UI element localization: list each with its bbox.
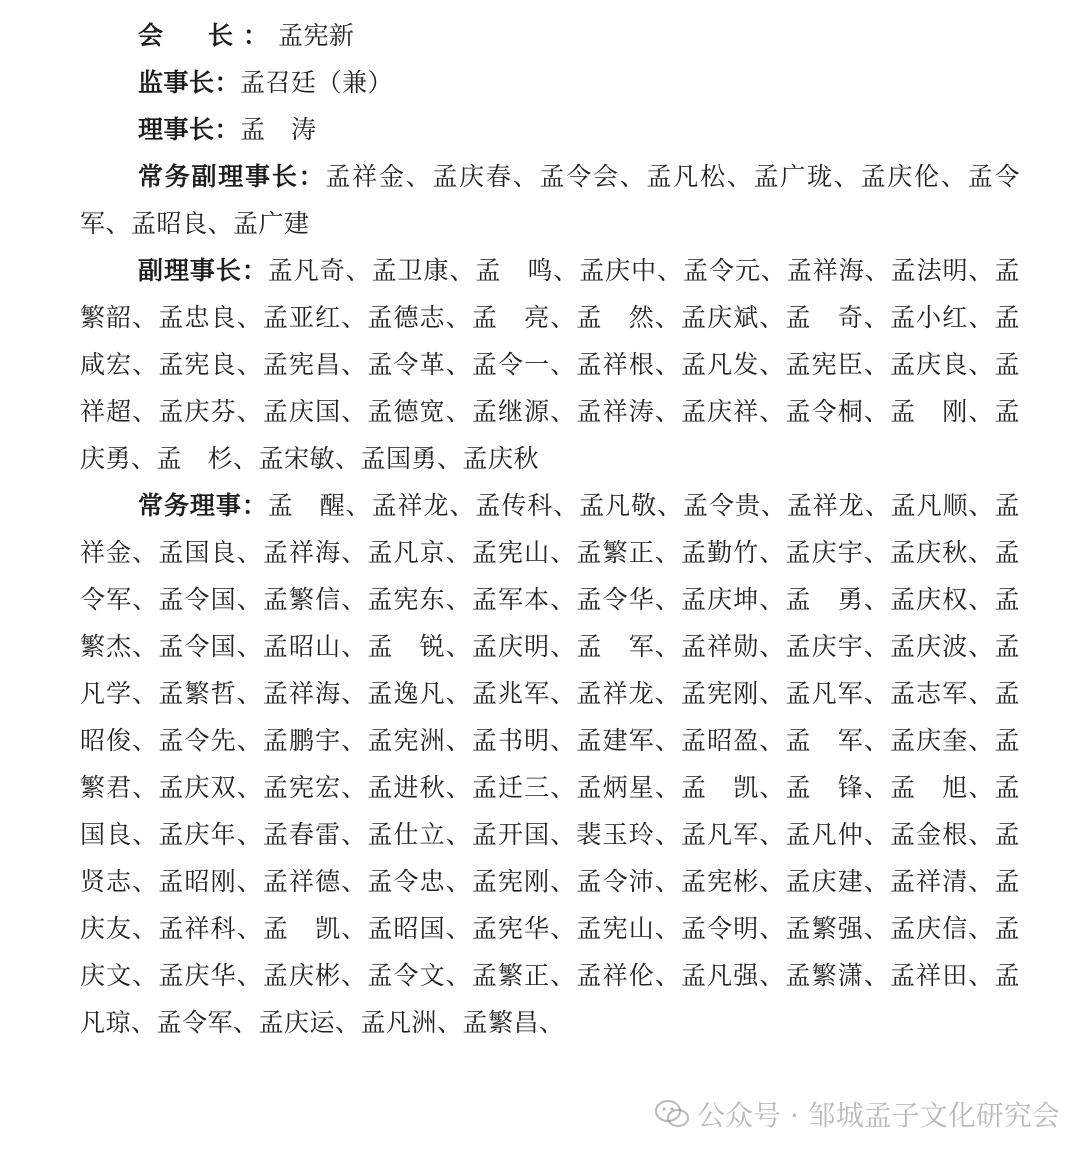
executive-vice-chairmen-paragraph (80, 153, 1020, 247)
chief-supervisor-label: 监事长： (138, 68, 241, 97)
chief-supervisor-names: 孟召廷（兼） (240, 68, 394, 97)
vice-chairmen-paragraph (80, 247, 1020, 482)
president-names: 孟宪新 (278, 21, 355, 50)
chief-supervisor-line (80, 59, 1020, 106)
watermark (655, 1094, 1060, 1134)
document-body (80, 12, 1020, 1046)
executive-directors-label: 常务理事： (138, 491, 268, 520)
executive-directors-paragraph (80, 482, 1020, 1046)
executive-vice-chairmen-names: 孟祥金、孟庆春、孟令会、孟凡松、孟广珑、孟庆伦、孟令军、孟昭良、孟广建 (80, 162, 1020, 238)
watermark-text: 公众号 · 邹城孟子文化研究会 (697, 1099, 1060, 1132)
chairman-names: 孟 涛 (240, 115, 317, 144)
president-label: 会 长： (138, 21, 279, 50)
executive-vice-chairmen-label: 常务副理事长： (138, 162, 326, 191)
chairman-line (80, 106, 1020, 153)
wechat-icon (655, 1099, 689, 1129)
executive-directors-names: 孟 醒、孟祥龙、孟传科、孟凡敬、孟令贵、孟祥龙、孟凡顺、孟祥金、孟国良、孟祥海、孟凡京、孟宪山、孟繁正、孟勤竹、孟庆宇、孟庆秋、孟令军、孟令国、孟繁信、孟宪东、孟军本、孟令华、孟庆坤、孟 勇、孟庆权、孟繁杰、孟令国、孟昭山、孟 锐、孟庆明、孟 军、孟祥勋、孟庆宇、孟庆波、孟凡学、孟繁哲、孟祥海、孟逸凡、孟兆军、孟祥龙、孟宪刚、孟凡军、孟志军、孟昭俊、孟令先、孟鹏宇、孟宪洲、孟书明、孟建军、孟昭盈、孟 军、孟庆奎、孟繁君、孟庆双、孟宪宏、孟进秋、孟迁三、孟炳星、孟 凯、孟 锋、孟 旭、孟国良、孟庆年、孟春雷、孟仕立、孟开国、裴玉玲、孟凡军、孟凡仲、孟金根、孟贤志、孟昭刚、孟祥德、孟令忠、孟宪刚、孟令沛、孟宪彬、孟庆建、孟祥清、孟庆友、孟祥科、孟 凯、孟昭国、孟宪华、孟宪山、孟令明、孟繁强、孟庆信、孟庆文、孟庆华、孟庆彬、孟令文、孟繁正、孟祥伦、孟凡强、孟繁潇、孟祥田、孟凡琼、孟令军、孟庆运、孟凡洲、孟繁昌、 (80, 491, 1020, 1037)
president-line (80, 12, 1020, 59)
vice-chairmen-names: 孟凡奇、孟卫康、孟 鸣、孟庆中、孟令元、孟祥海、孟法明、孟繁韶、孟忠良、孟亚红、孟德志、孟 亮、孟 然、孟庆斌、孟 奇、孟小红、孟咸宏、孟宪良、孟宪昌、孟令革、孟令一、孟祥根、孟凡发、孟宪臣、孟庆良、孟祥超、孟庆芬、孟庆国、孟德宽、孟继源、孟祥涛、孟庆祥、孟令桐、孟 刚、孟庆勇、孟 杉、孟宋敏、孟国勇、孟庆秋 (80, 256, 1020, 473)
vice-chairmen-label: 副理事长： (138, 256, 268, 285)
chairman-label: 理事长： (138, 115, 241, 144)
